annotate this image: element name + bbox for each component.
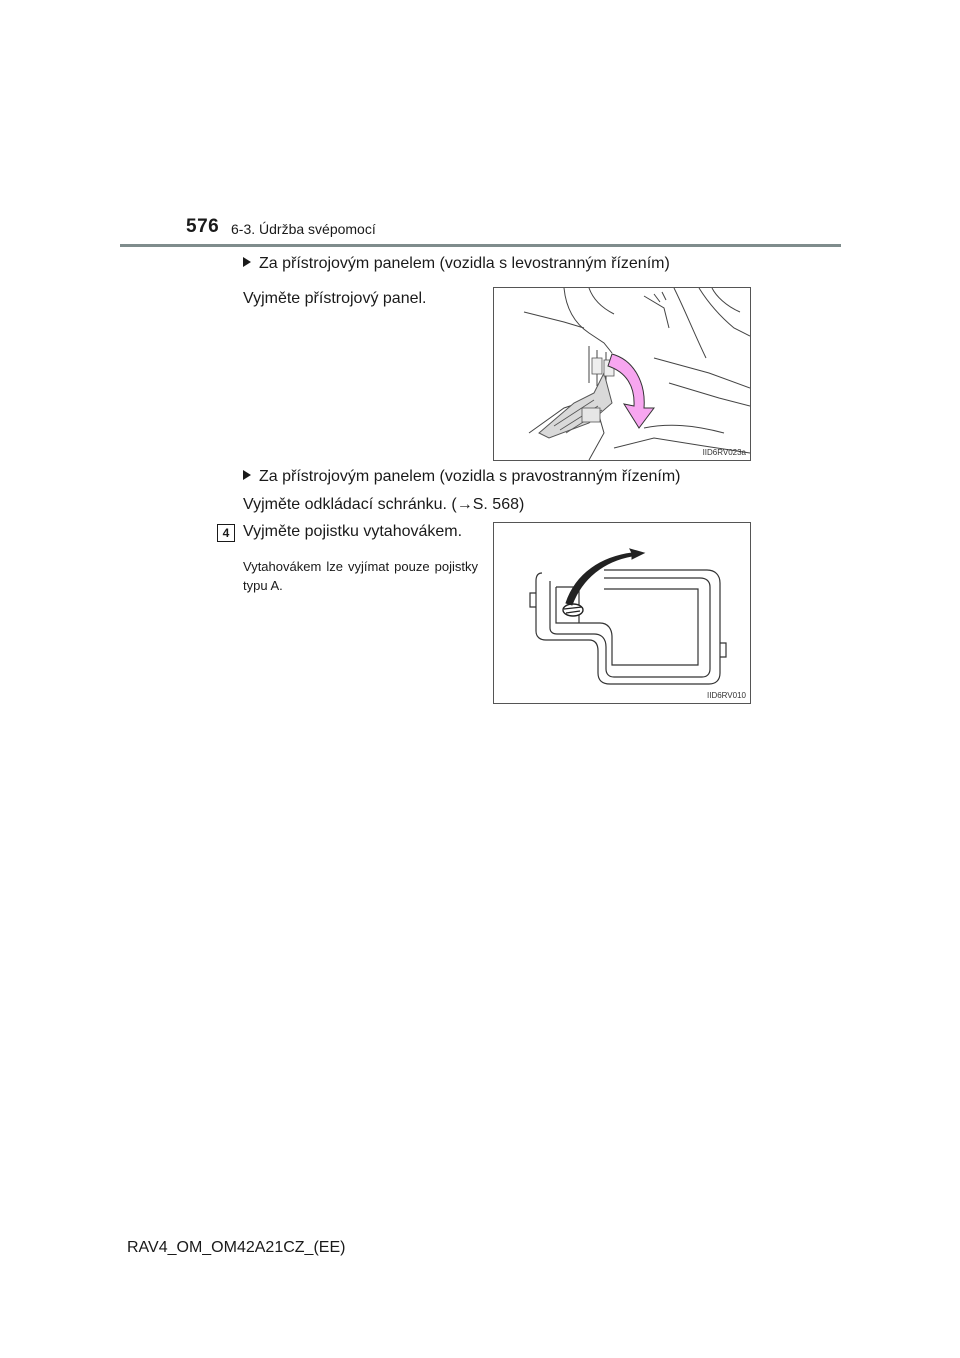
figure-code: IID6RV010 <box>707 691 746 700</box>
instruction-remove-panel: Vyjměte přístrojový panel. <box>243 290 427 307</box>
step-note: Vytahovákem lze vyjímat pouze pojistky typu A. <box>243 559 478 593</box>
step-number-badge: 4 <box>217 524 235 542</box>
figure-instrument-panel <box>493 287 751 461</box>
page-number: 576 <box>186 216 220 237</box>
bullet-text: Za přístrojovým panelem (vozidla s pravostranným řízením) <box>259 468 681 485</box>
instruction-remove-glovebox: Vyjměte odkládací schránku. (→S. 568) <box>243 496 525 513</box>
figure-code: IID6RV023a <box>702 448 746 457</box>
curved-arrow-icon <box>566 549 644 605</box>
triangle-bullet-icon <box>243 470 251 480</box>
header-divider <box>120 244 841 247</box>
section-title: 6-3. Údržba svépomocí <box>231 221 376 237</box>
fuse-puller-icon <box>563 604 583 616</box>
bullet-text: Za přístrojovým panelem (vozidla s levostranným řízením) <box>259 255 670 272</box>
bullet-left-hand-drive <box>243 255 670 273</box>
bullet-right-hand-drive <box>243 468 680 486</box>
panel-cover-shape <box>539 373 612 438</box>
instrument-panel-illustration <box>494 288 750 460</box>
fuse-box-illustration <box>494 523 750 703</box>
step-text: Vyjměte pojistku vytahovákem. <box>243 523 463 540</box>
figure-fuse-box-cover <box>493 522 751 704</box>
pink-arrow-icon <box>608 354 654 428</box>
triangle-bullet-icon <box>243 257 251 267</box>
manual-code-footer: RAV4_OM_OM42A21CZ_(EE) <box>127 1239 346 1256</box>
